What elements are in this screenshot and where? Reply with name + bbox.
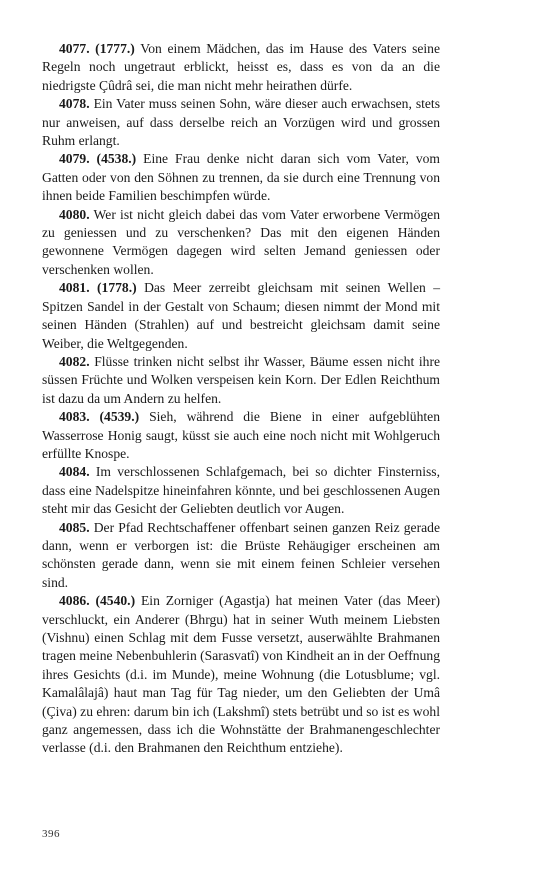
entry-4078 bbox=[42, 95, 440, 150]
entry-4079 bbox=[42, 150, 440, 205]
entry-text: Der Pfad Rechtschaffener offenbart seinen ganzen Reiz gerade dann, wenn er verborgen ist: die Brüste Rehäugiger erscheinen am schönsten gerade dann, wenn sie mit einem feinen Schleier versehen sind. bbox=[42, 519, 440, 590]
entry-text: Flüsse trinken nicht selbst ihr Wasser, Bäume essen nicht ihre süssen Früchte und Wolken verspeisen kein Korn. Der Edlen Reichthum ist dazu da um Andern zu helfen. bbox=[42, 353, 441, 406]
entry-4086 bbox=[42, 592, 440, 758]
entry-number: 4080. bbox=[59, 206, 90, 222]
entry-number: 4086. (4540.) bbox=[59, 593, 136, 609]
entry-text: Sieh, während die Biene in einer aufgeblühten Wasserrose Honig saugt, küsst sie auch eine noch nicht mit Wohlgeruch erfüllte Knospe. bbox=[42, 409, 440, 461]
entry-4083 bbox=[42, 408, 440, 463]
entry-text: Eine Frau denke nicht daran sich vom Vater, vom Gatten oder von den Söhnen zu trennen, da sie durch eine Trennung von ihnen beide Familien beschimpfen würde. bbox=[42, 151, 440, 204]
entry-number: 4085. bbox=[59, 519, 90, 535]
entry-4080 bbox=[42, 206, 440, 280]
entry-number: 4084. bbox=[59, 464, 90, 480]
entry-number: 4078. bbox=[59, 96, 90, 112]
entry-text: Ein Vater muss seinen Sohn, wäre dieser auch erwachsen, stets nur anweisen, auf dass derselbe reich an Vorzügen wird und grossen Ruhm erlangt. bbox=[42, 96, 440, 149]
entry-4081 bbox=[42, 279, 440, 353]
entry-number: 4083. (4539.) bbox=[59, 409, 140, 425]
page-number: 396 bbox=[42, 828, 60, 840]
page-body bbox=[42, 40, 440, 758]
entry-number: 4082. bbox=[59, 353, 90, 369]
entry-text: Im verschlossenen Schlafgemach, bei so dichter Finsterniss, dass eine Nadelspitze hineinfahren könnte, und bei geschlossenen Augen steht mir das Gesicht der Geliebten deutlich vor Augen. bbox=[42, 464, 440, 517]
entry-text: Wer ist nicht gleich dabei das vom Vater erworbene Vermögen zu geniessen und zu verschenken? Das mit den eigenen Händen gewonnene Vermögen dagegen wird selten Jemand geniessen oder verschenken wollen. bbox=[42, 206, 440, 277]
entry-4084 bbox=[42, 463, 440, 518]
entry-number: 4081. (1778.) bbox=[59, 280, 137, 296]
entry-text: Von einem Mädchen, das im Hause des Vaters seine Regeln noch ungetraut erblickt, heisst es, dass es von da an die niedrigste Çûdrâ sei, die man nicht mehr heirathen dürfe. bbox=[42, 41, 441, 93]
entry-4085 bbox=[42, 519, 440, 593]
entry-number: 4077. (1777.) bbox=[59, 41, 135, 56]
entry-text: Ein Zorniger (Agastja) hat meinen Vater (das Meer) verschluckt, ein Anderer (Bhrgu) hat in seiner Wuth meinem Liebsten (Vishnu) einen Schlag mit dem Fusse versetzt, auserwählte Brahmanen tragen meine Nebenbuhlerin (Sarasvatî) von Kindheit an in der Oeffnung ihres Gesichts (d.i. im Munde), meine Wohnung (die Lotusblume; vgl. Kamalâlajâ) haut man Tag für Tag nieder, um den Geliebten der Umâ (Çiva) zu ehren: darum bin ich (Lakshmî) stets betrübt und so ist es wohl ganz angemessen, dass ich die Wohnstätte der Brahmanengeschlechter verlasse (d.i. den Brahmanen den Reichthum entziehe). bbox=[42, 593, 441, 756]
entry-text: Das Meer zerreibt gleichsam mit seinen Wellen – Spitzen Sandel in der Gestalt von Schaum; diesen nimmt der Mond mit seinen Händen (Strahlen) auf und bestreicht gleichsam damit seine Weiber, die Weltgegenden. bbox=[42, 280, 441, 351]
entry-4077 bbox=[42, 40, 440, 95]
entry-number: 4079. (4538.) bbox=[59, 151, 137, 167]
entry-4082 bbox=[42, 353, 440, 408]
